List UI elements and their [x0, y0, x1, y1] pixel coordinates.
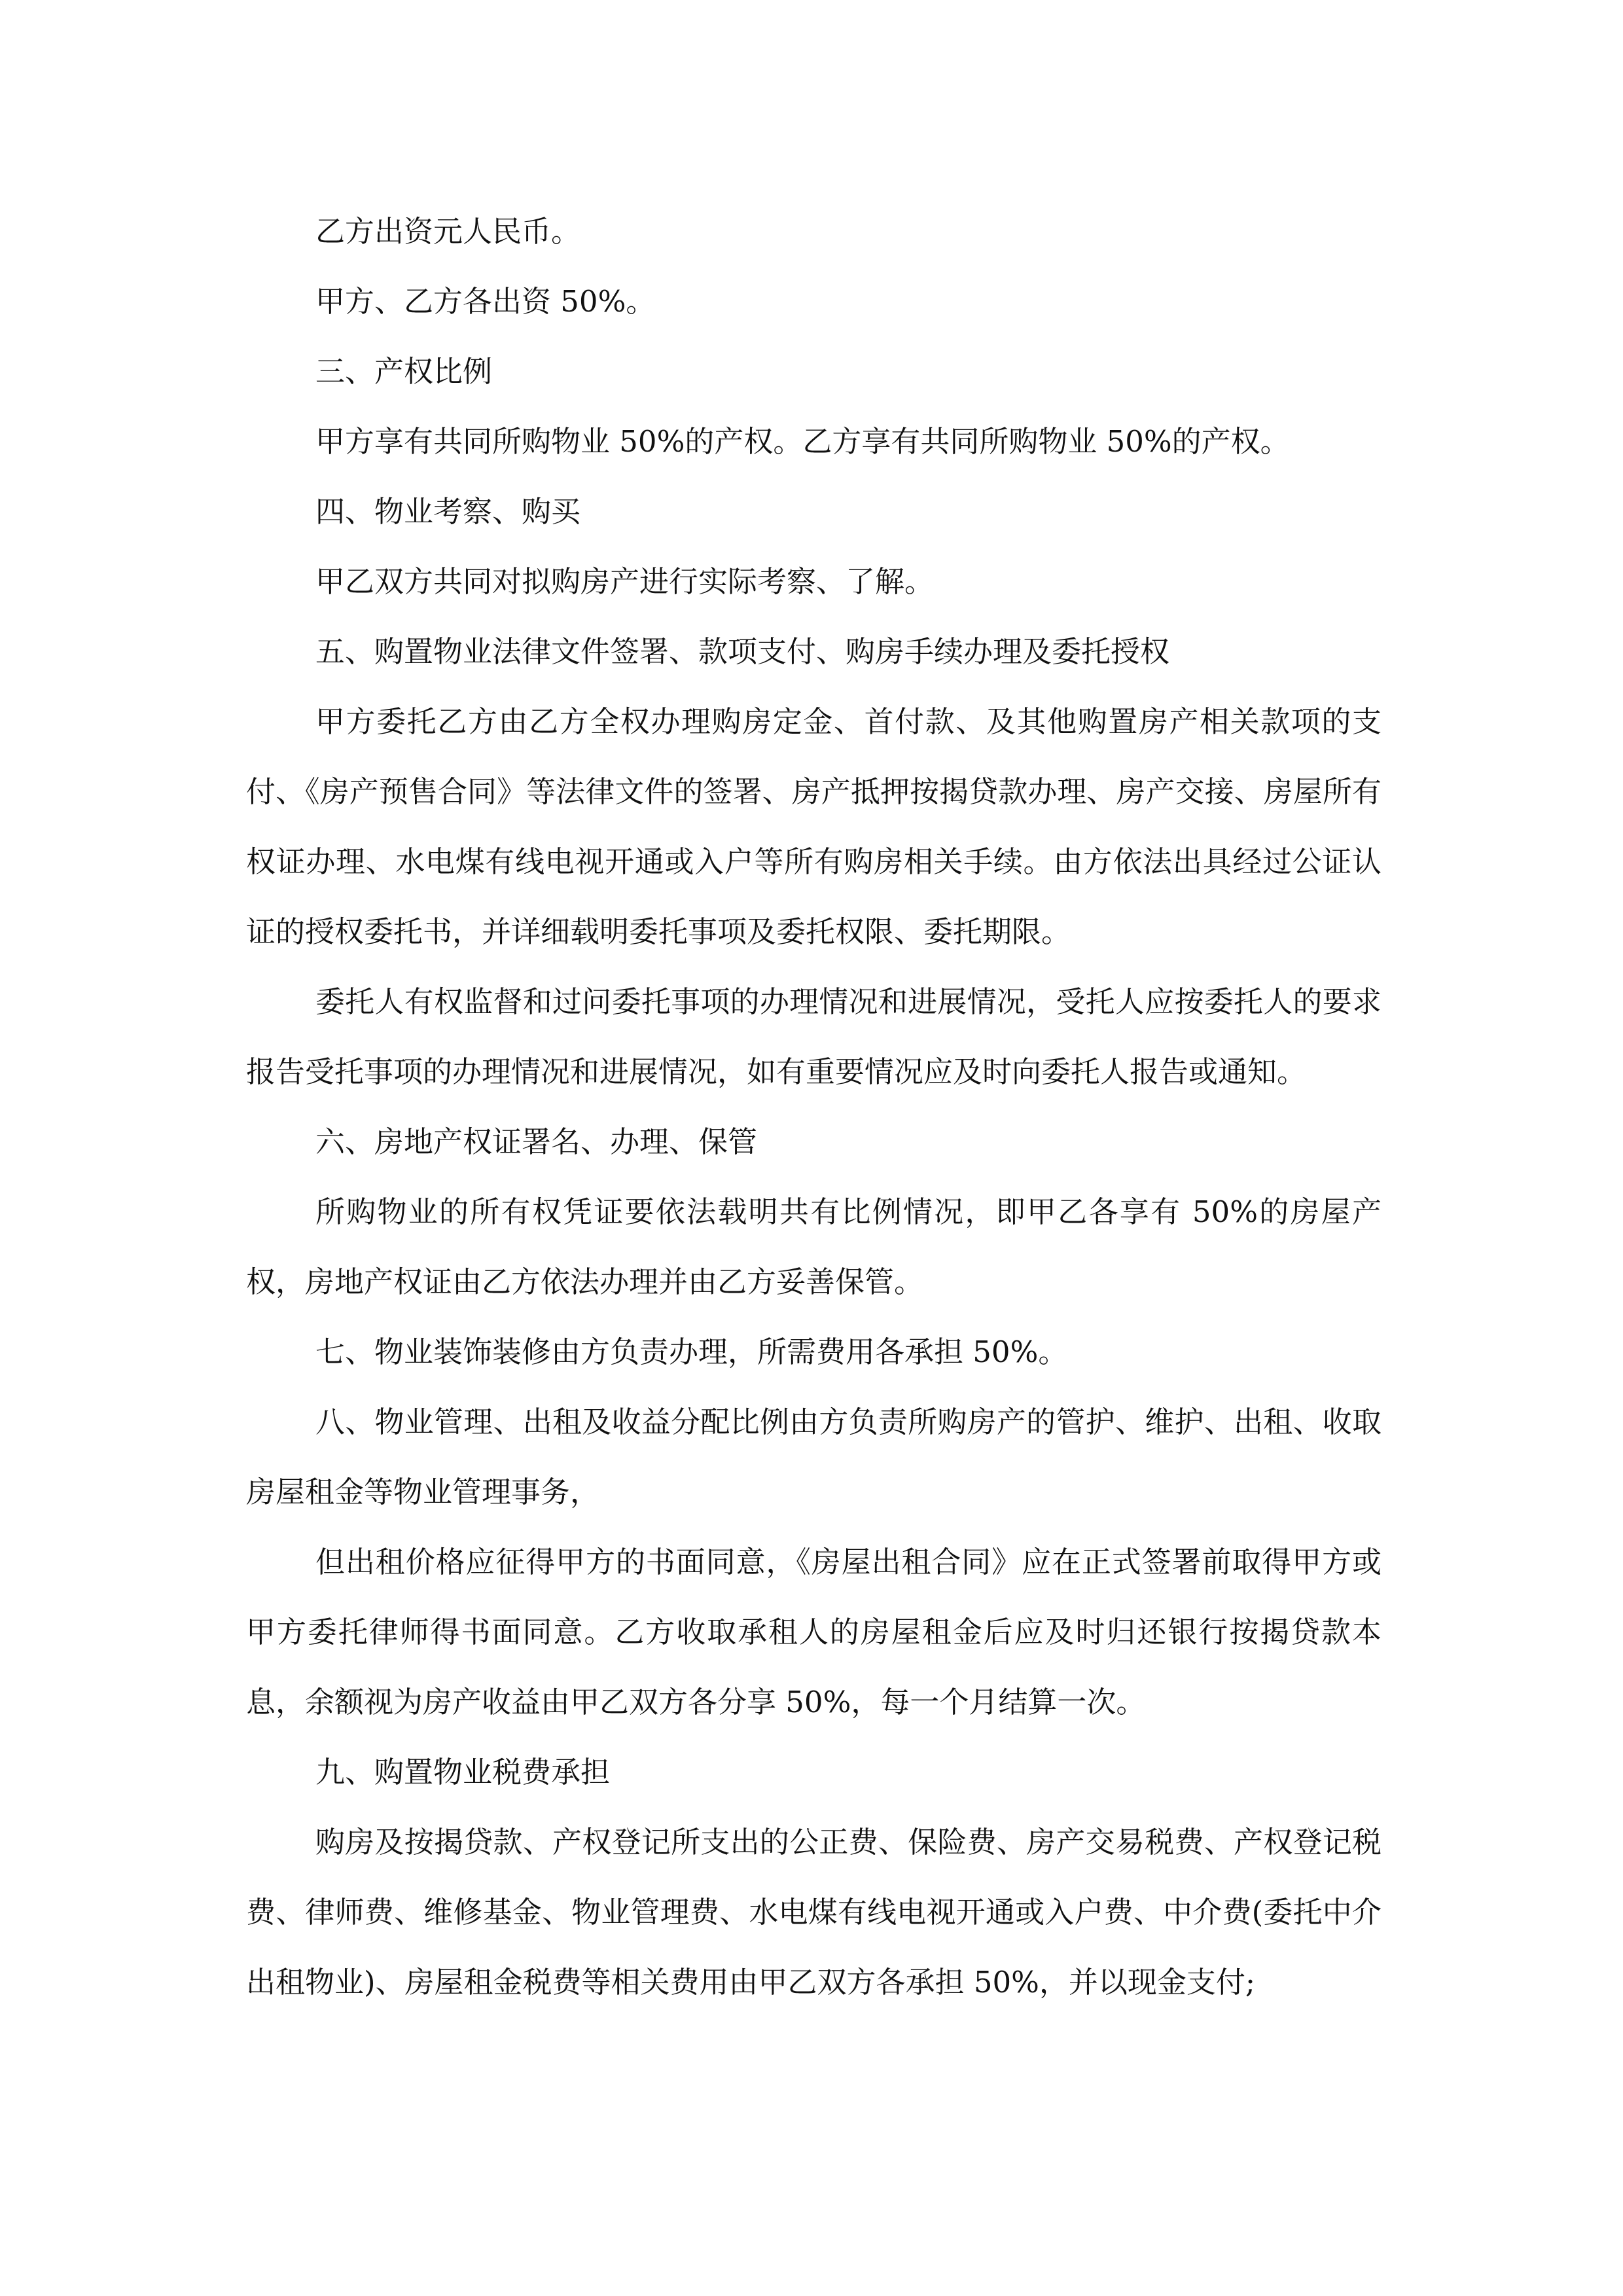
document-body — [246, 196, 1382, 2017]
paragraph-taxes-fees: 购房及按揭贷款、产权登记所支出的公正费、保险费、房产交易税费、产权登记税费、律师费、维修基金、物业管理费、水电煤有线电视开通或入户费、中介费(委托中介出租物业)、房屋租金税费等相关费用由甲乙双方各承担 50%，并以现金支付; — [246, 1825, 1382, 2000]
heading-legal-documents: 五、购置物业法律文件签署、款项支付、购房手续办理及委托授权 — [315, 634, 1170, 669]
paragraph-authorization: 甲方委托乙方由乙方全权办理购房定金、首付款、及其他购置房产相关款项的支付、《房产预售合同》等法律文件的签署、房产抵押按揭贷款办理、房产交接、房屋所有权证办理、水电煤有线电视开通或入户等所有购房相关手续。由方依法出具经过公证认证的授权委托书，并详细载明委托事项及委托权限、委托期限。 — [246, 704, 1382, 949]
heading-ownership-ratio: 三、产权比例 — [315, 354, 493, 389]
paragraph-investment-share: 甲方、乙方各出资 50%。 — [315, 284, 656, 319]
paragraph-property-certificate: 所购物业的所有权凭证要依法载明共有比例情况，即甲乙各享有 50%的房屋产权，房地产权证由乙方依法办理并由乙方妥善保管。 — [246, 1194, 1382, 1299]
paragraph-rental-consent: 但出租价格应征得甲方的书面同意，《房屋出租合同》应在正式签署前取得甲方或甲方委托律师得书面同意。乙方收取承租人的房屋租金后应及时归还银行按揭贷款本息，余额视为房产收益由甲乙双方各分享 50%，每一个月结算一次。 — [246, 1545, 1382, 1719]
paragraph-management-rental: 八、物业管理、出租及收益分配比例由方负责所购房产的管护、维护、出租、收取房屋租金等物业管理事务， — [246, 1405, 1382, 1509]
heading-property-certificate: 六、房地产权证署名、办理、保管 — [315, 1124, 758, 1159]
paragraph-inspection: 甲乙双方共同对拟购房产进行实际考察、了解。 — [315, 564, 935, 599]
heading-inspection-purchase: 四、物业考察、购买 — [315, 494, 581, 529]
paragraph-ownership-ratio: 甲方享有共同所购物业 50%的产权。乙方享有共同所购物业 50%的产权。 — [315, 424, 1290, 459]
paragraph-decoration: 七、物业装饰装修由方负责办理，所需费用各承担 50%。 — [315, 1335, 1068, 1369]
paragraph-investment-b: 乙方出资元人民币。 — [315, 214, 581, 249]
paragraph-supervision: 委托人有权监督和过问委托事项的办理情况和进展情况，受托人应按委托人的要求报告受托事项的办理情况和进展情况，如有重要情况应及时向委托人报告或通知。 — [246, 984, 1382, 1089]
heading-taxes-fees: 九、购置物业税费承担 — [315, 1755, 611, 1789]
